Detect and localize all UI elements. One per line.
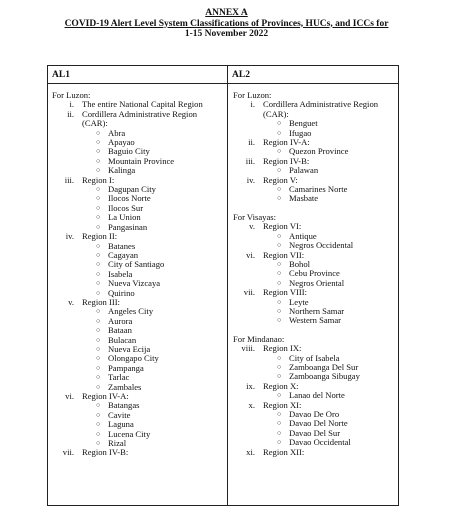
area-list [233,260,397,288]
list-item: ○ Aurora [52,317,224,326]
region-number: i. [69,99,74,110]
region-name: Region IV-B: [82,447,129,458]
list-item: ○ Olongapo City [52,354,224,363]
list-item: ○ Lanao del Norte [233,391,397,400]
list-item: ○ Masbate [233,194,397,203]
region-number: xi. [246,446,255,457]
region-name: Region VIII: [263,287,307,298]
region-number: iii. [245,155,255,166]
list-item: ○ Cagayan [52,251,224,260]
column-divider [227,66,228,505]
region-number: iv. [65,231,74,242]
region-name: Region VI: [263,221,302,232]
region-name: The entire National Capital Region [82,99,203,110]
group-label: For Visayas: [233,211,277,222]
document-title: COVID-19 Alert Level System Classifications of Provinces, HUCs, and ICCs for [64,18,389,29]
area-list [233,391,397,400]
list-item: ○ Davao Del Sur [233,429,397,438]
list-item: ○ Bataan [52,326,224,335]
region-number: iv. [246,174,255,185]
document-header [0,8,453,40]
list-item: ○ Negros Oriental [233,279,397,288]
area-list [233,410,397,448]
list-item: ○ Nueva Ecija [52,345,224,354]
region-name: Region IV-A: [263,137,310,148]
list-item: ○ Cebu Province [233,269,397,278]
column-header-al2: AL2 [228,66,398,84]
area-list [233,147,397,156]
region-number: v. [68,296,74,307]
list-item: ○ Mountain Province [52,157,224,166]
list-item: ○ Davao Del Norte [233,419,397,428]
al1-column [52,91,224,505]
region-number: v. [249,221,255,232]
list-item: ○ Laguna [52,420,224,429]
region-name: Region X: [263,380,299,391]
list-item: ○ Pampanga [52,364,224,373]
region-name: Region II: [82,231,118,242]
column-header-al1: AL1 [48,66,227,84]
region-name: Region VII: [263,249,305,260]
region-number: ii. [248,137,255,148]
list-item: ○ Camarines Norte [233,185,397,194]
area-list [52,129,224,176]
area-list [52,307,224,392]
list-item: ○ City of Santiago [52,260,224,269]
region-name: Region I: [82,174,115,185]
area-list [233,298,397,326]
region-number: vi. [65,391,74,401]
area-list [233,232,397,251]
list-item: ○ Zamboanga Del Sur [233,363,397,372]
list-item: ○ Northern Samar [233,307,397,316]
list-item: ○ Leyte [233,298,397,307]
list-item: ○ Antique [233,232,397,241]
area-list [52,242,224,298]
list-item: ○ Ilocos Norte [52,194,224,203]
annex-title: ANNEX A [205,8,248,18]
area-list [52,401,224,448]
group-label: For Luzon: [52,91,91,100]
region-name: Region III: [82,296,120,307]
region-name-continued: (CAR): [263,108,289,119]
region-entry [233,288,397,297]
list-item: ○ Dagupan City [52,185,224,194]
region-entry [52,232,224,241]
region-name: Cordillera Administrative Region [82,108,198,119]
list-item: ○ Batanes [52,242,224,251]
list-item: ○ Zambales [52,383,224,392]
area-list [233,166,397,175]
region-number: x. [248,399,255,410]
region-entry [233,251,397,260]
list-item: ○ Nueva Vizcaya [52,279,224,288]
list-item: ○ Benguet [233,119,397,128]
list-item: ○ Pangasinan [52,223,224,232]
list-item: ○ Cavite [52,411,224,420]
list-item: ○ Quezon Province [233,147,397,156]
classification-table [47,65,399,506]
list-item: ○ Kalinga [52,166,224,175]
group-label: For Mindanao: [233,333,285,344]
list-item: ○ Isabela [52,270,224,279]
region-number: iii. [64,174,74,185]
region-entry [52,448,224,457]
region-name-continued: (CAR): [82,118,108,129]
region-number: viii. [241,343,255,354]
list-item: ○ Quirino [52,289,224,298]
area-list [233,185,397,204]
region-entry [233,100,397,109]
list-item: ○ Rizal [52,439,224,448]
list-item: ○ Negros Occidental [233,241,397,250]
area-list [52,185,224,232]
group-label: For Luzon: [233,91,272,100]
list-item: ○ Tarlac [52,373,224,382]
list-item: ○ Zamboanga Sibugay [233,372,397,381]
region-name: Region IV-B: [263,155,310,166]
region-name: Region IX: [263,343,302,354]
list-item: ○ Abra [52,129,224,138]
region-number: vii. [62,447,74,458]
list-item: ○ Angeles City [52,307,224,316]
list-item: ○ Western Samar [233,316,397,325]
region-name: Region XII: [263,446,305,457]
list-item: ○ Lucena City [52,430,224,439]
region-number: vii. [243,287,255,298]
region-entry [233,448,397,457]
region-name: Cordillera Administrative Region [263,99,379,110]
list-item: ○ Davao De Oro [233,410,397,419]
region-name: Region V: [263,174,298,185]
list-item: ○ City of Isabela [233,354,397,363]
region-entry [52,110,224,119]
list-item: ○ Bohol [233,260,397,269]
region-name: Region IV-A: [82,391,129,401]
region-name: Region XI: [263,399,302,410]
list-item: ○ Apayao [52,138,224,147]
list-item: ○ Palawan [233,166,397,175]
list-item: ○ Ifugao [233,129,397,138]
list-item: ○ Batangas [52,401,224,410]
region-number: i. [250,99,255,110]
date-range: 1-15 November 2022 [184,29,269,39]
region-number: vi. [246,249,255,260]
list-item: ○ Ilocos Sur [52,204,224,213]
list-item: ○ La Union [52,213,224,222]
list-item: ○ Davao Occidental [233,438,397,447]
area-list [233,119,397,138]
region-number: ix. [246,380,255,391]
area-list [233,354,397,382]
al2-column [233,91,397,505]
list-item: ○ Bulacan [52,336,224,345]
list-item: ○ Baguio City [52,147,224,156]
region-number: ii. [67,108,74,119]
